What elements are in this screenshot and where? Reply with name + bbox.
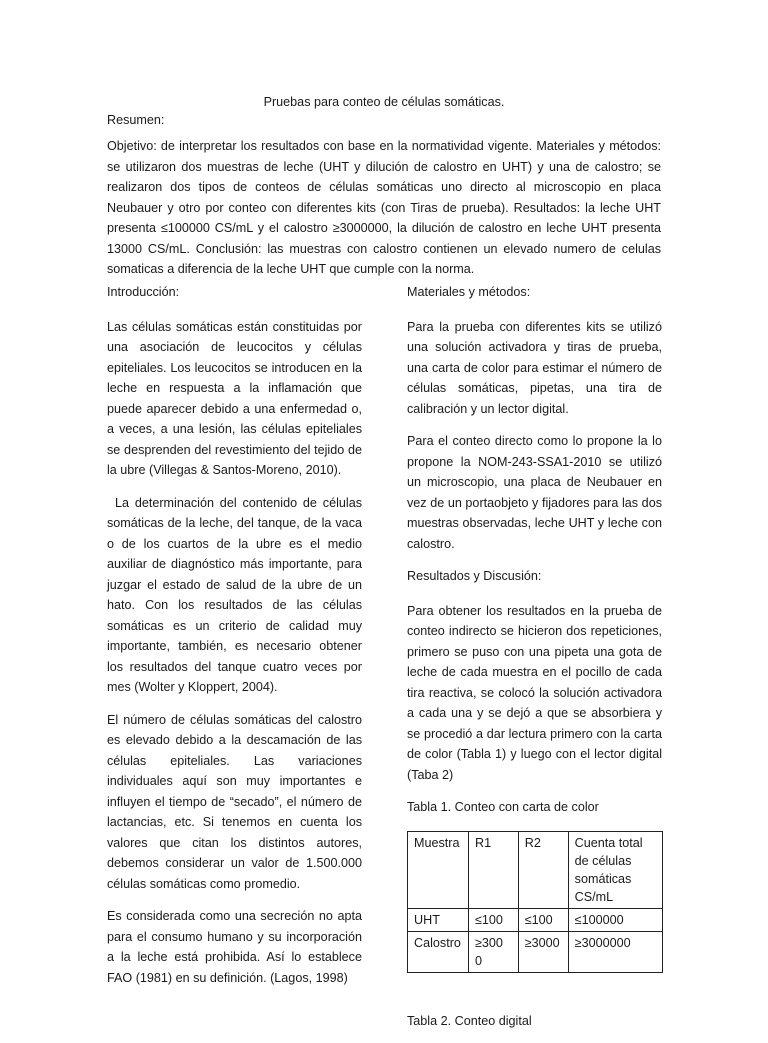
table2-caption: Tabla 2. Conteo digital — [407, 1013, 532, 1028]
intro-paragraph-2: La determinación del contenido de células somáticas de la leche, del tanque, de la vaca o de los cuartos de la ubre es el medio auxiliar de diagnóstico más importante, para juzgar el estado de salud de la ubre de un hato. Con los resultados de las células somáticas es un criterio de calidad muy importante, también, es necesario obtener los resultados del tanque cuatro veces por mes (Wolter y Kloppert, 2004). — [107, 495, 362, 694]
intro-paragraph-4: Es considerada como una secreción no apta para el consumo humano y su incorporación a la leche está prohibida. Así lo establece FAO (1981) en su definición. (Lagos, 1998) — [107, 909, 362, 985]
introduction-heading: Introducción: — [107, 285, 180, 299]
materials-heading: Materiales y métodos: — [407, 285, 531, 299]
table-cell: UHT — [408, 908, 469, 931]
document-title: Pruebas para conteo de células somáticas. — [263, 95, 505, 109]
table-header-row — [408, 831, 663, 908]
table-cell: ≤100 — [468, 908, 518, 931]
materials-paragraph-1: Para la prueba con diferentes kits se utilizó una solución activadora y tiras de prueba, una carta de color para estimar el número de células somáticas, pipetas, una tira de calibración y un lector digital. — [407, 319, 662, 416]
table-cell: ≥3000 — [518, 931, 568, 972]
table-row — [408, 908, 663, 931]
left-column — [107, 282, 362, 1000]
right-column — [407, 282, 662, 1043]
table-1 — [407, 831, 663, 973]
results-paragraph: Para obtener los resultados en la prueba de conteo indirecto se hicieron dos repeticiones, primero se puso con una pipeta una gota de leche de cada muestra en el pocillo de cada tira reactiva, se colocó la solución activadora a cada una y se dejó a que se absorbiera y se procedió a dar lectura primero con la carta de color (Tabla 1) y luego con el lector digital (Taba 2) — [407, 603, 662, 782]
materials-paragraph-2: Para el conteo directo como lo propone la lo propone la NOM-243-SSA1-2010 se utilizó un microscopio, una placa de Neubauer en vez de un portaobjeto y fijadores para las dos muestras observadas, leche UHT y leche con calostro. — [407, 434, 662, 551]
table-cell: ≤100000 — [568, 908, 662, 931]
table-cell: ≥3000000 — [568, 931, 662, 972]
table1-caption: Tabla 1. Conteo con carta de color — [407, 800, 599, 814]
table-cell: ≤100 — [518, 908, 568, 931]
table-row — [408, 931, 663, 972]
intro-paragraph-1: Las células somáticas están constituidas por una asociación de leucocitos y células epiteliales. Los leucocitos se introducen en la leche en respuesta a la inflamación que puede aparecer debido a una enfermedad o, a veces, a una lesión, las células epiteliales se desprenden del revestimiento del tejido de la ubre (Villegas & Santos-Moreno, 2010). — [107, 319, 362, 477]
header-total: Cuenta total de células somáticas CS/mL — [568, 831, 662, 908]
intro-paragraph-3: El número de células somáticas del calostro es elevado debido a la descamación de las células epiteliales. Las variaciones individuales aquí son muy importantes e influyen el tiempo de “secado”, el número de lactancias, etc. Si tenemos en cuenta los valores que citan los distintos autores, debemos considerar un valor de 1.500.000 células somáticas como promedio. — [107, 712, 362, 891]
table-cell: ≥300 0 — [468, 931, 518, 972]
results-heading: Resultados y Discusión: — [407, 569, 542, 583]
abstract-text: Objetivo: de interpretar los resultados con base en la normatividad vigente. Materiales y métodos: se utilizaron dos muestras de leche (UHT y dilución de calostro en UHT) y una de calostro; se realizaron dos tipos de conteos de células somáticas uno directo al microscopio en placa Neubauer y otro por conteo con diferentes kits (con Tiras de prueba). Resultados: la leche UHT presenta ≤100000 CS/mL y el calostro ≥3000000, la dilución de calostro en leche UHT presenta 13000 CS/mL. Conclusión: las muestras con calostro contienen un elevado numero de celulas somaticas a diferencia de la leche UHT que cumple con la norma. — [107, 139, 661, 276]
header-r1: R1 — [468, 831, 518, 908]
table-cell: Calostro — [408, 931, 469, 972]
header-r2: R2 — [518, 831, 568, 908]
resumen-heading: Resumen: — [107, 113, 165, 127]
header-muestra: Muestra — [408, 831, 469, 908]
